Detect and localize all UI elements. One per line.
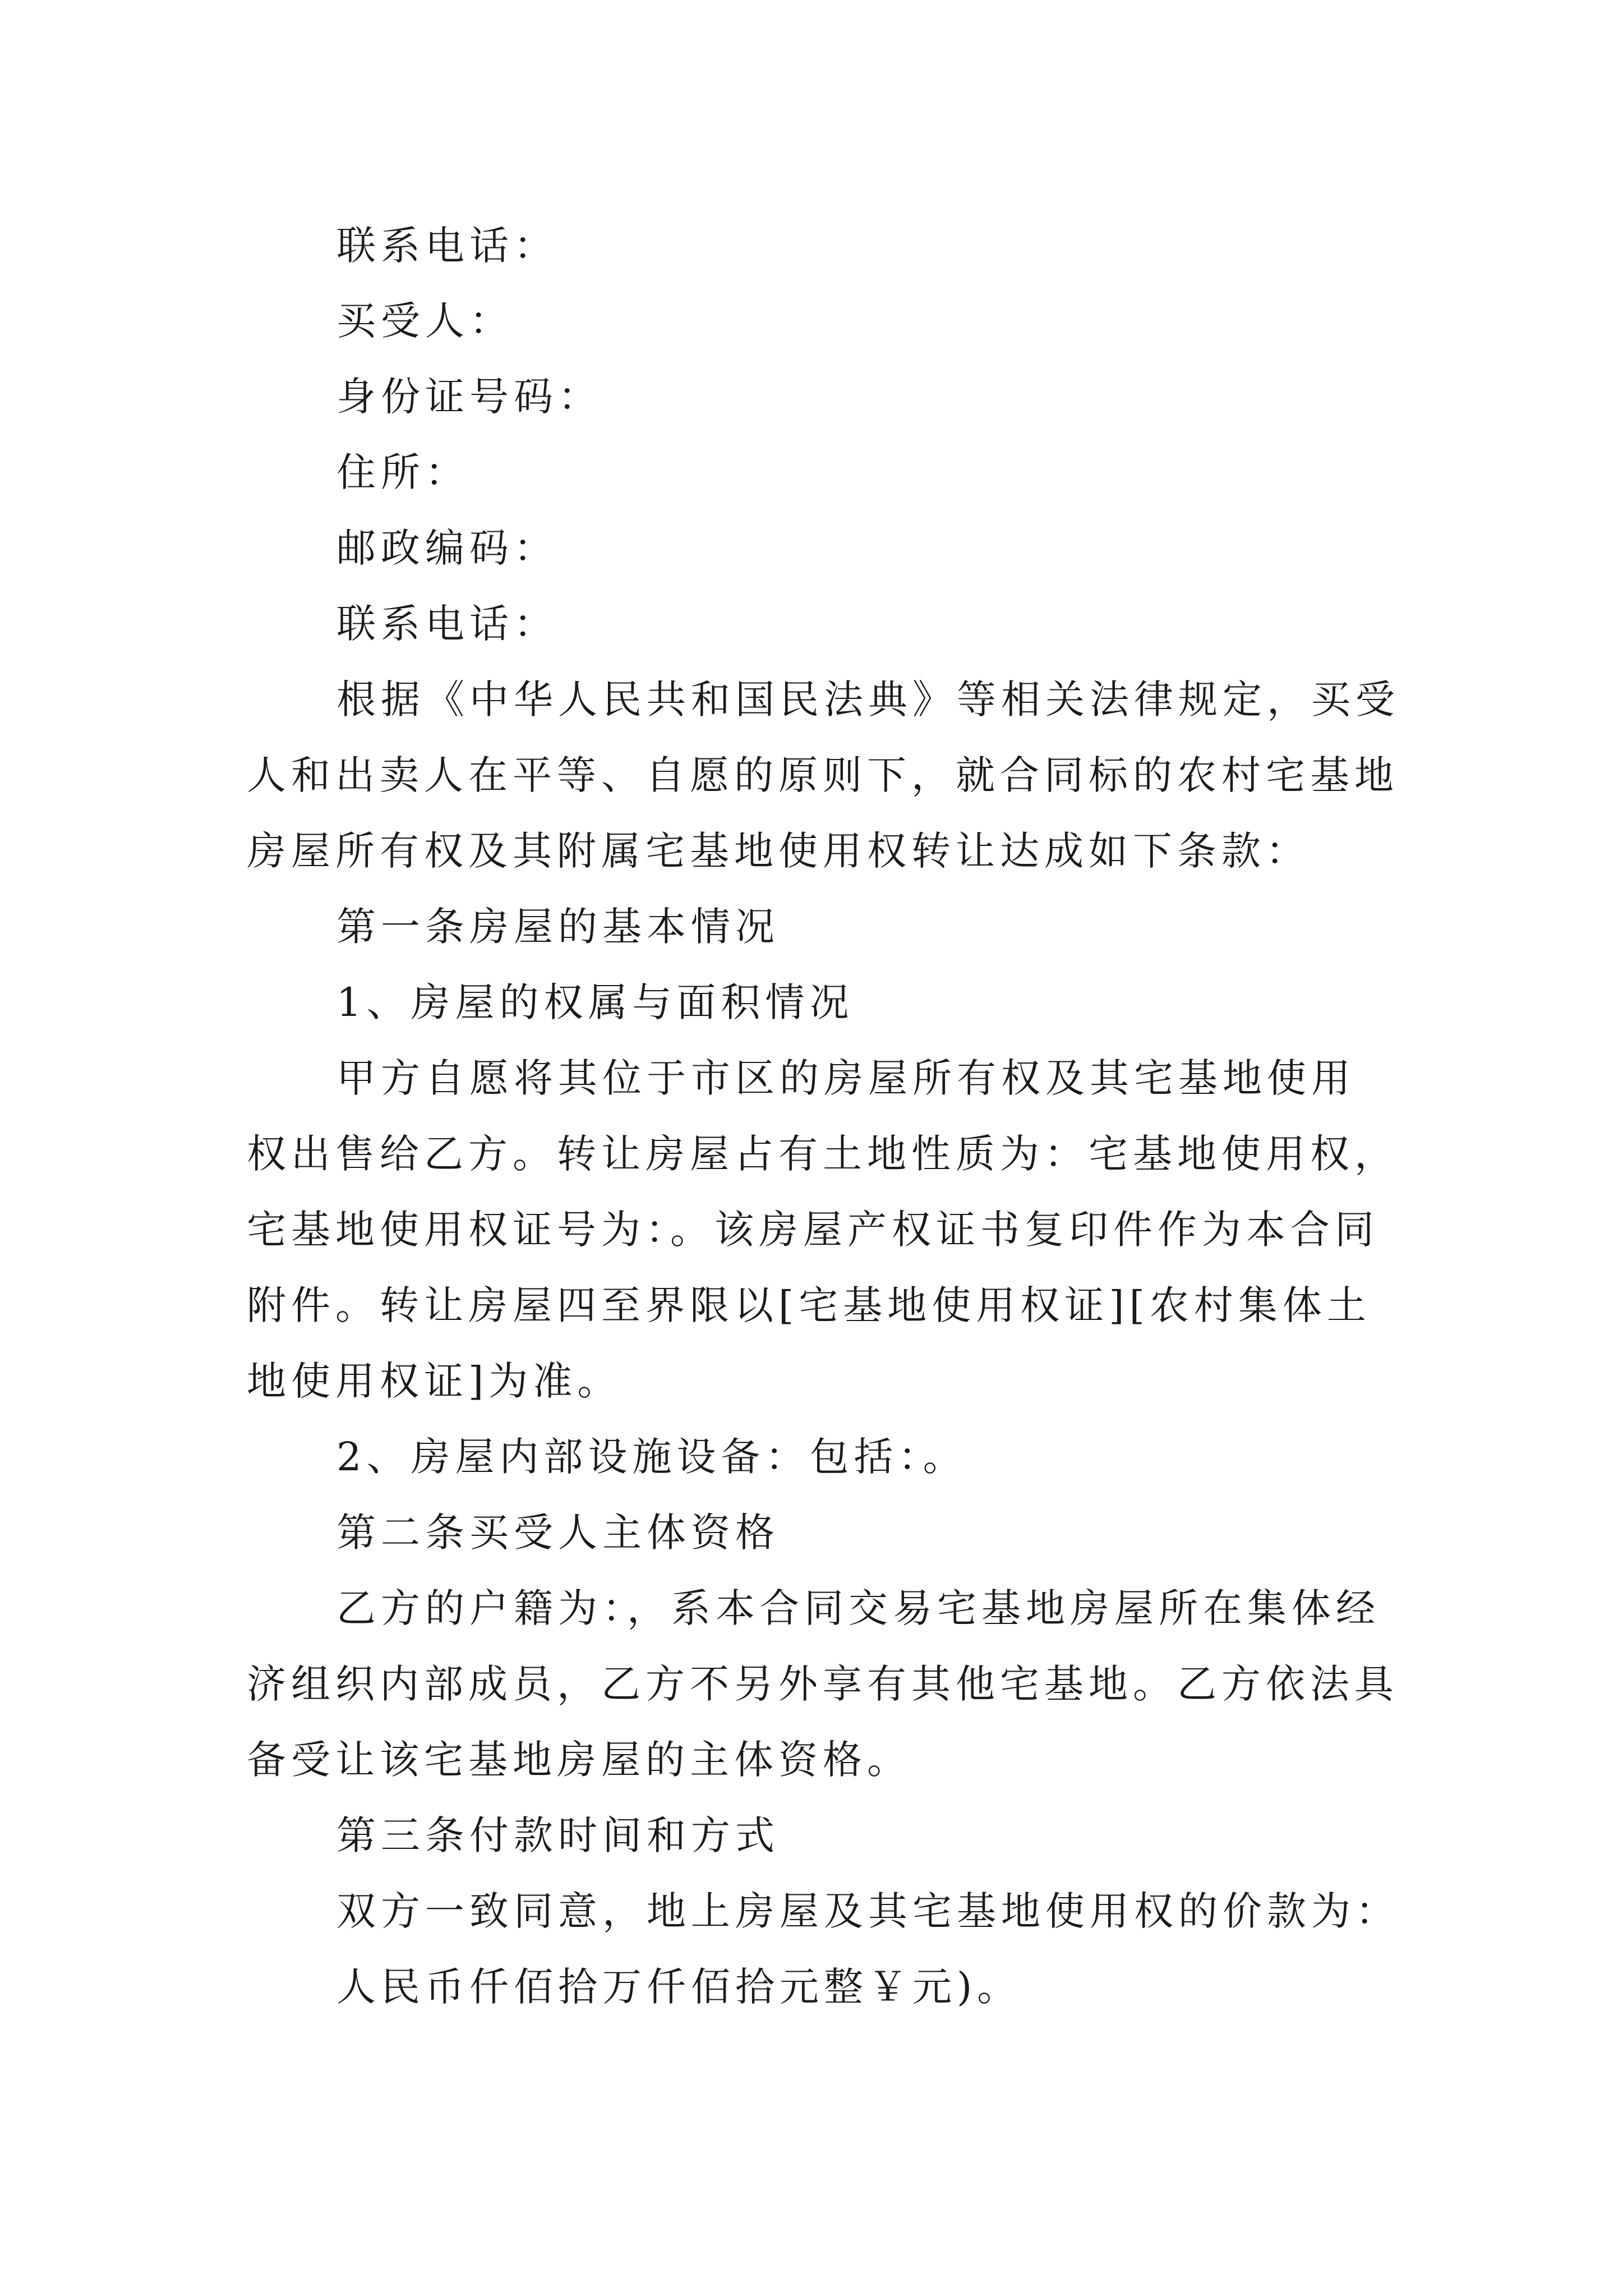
- article-3-paragraph-line: 双方一致同意，地上房屋及其宅基地使用权的价款为：: [336, 1888, 1400, 1934]
- article-3-paragraph-line: 人民币仟佰拾万仟佰拾元整￥元)。: [336, 1964, 1022, 2010]
- section-2-heading: 2、房屋内部设施设备：包括：。: [336, 1434, 967, 1480]
- article-1-heading: 第一条房屋的基本情况: [336, 904, 780, 950]
- article-2-paragraph-line: 济组织内部成员，乙方不另外享有其他宅基地。乙方依法具: [247, 1661, 1399, 1707]
- article-2-paragraph-line: 备受让该宅基地房屋的主体资格。: [247, 1737, 911, 1783]
- article-2-paragraph-line: 乙方的户籍为：，系本合同交易宅基地房屋所在集体经: [336, 1585, 1380, 1631]
- article-3-heading: 第三条付款时间和方式: [336, 1812, 780, 1858]
- article-1-paragraph-line: 宅基地使用权证号为：。该房屋产权证书复印件作为本合同: [247, 1207, 1379, 1253]
- section-1-heading: 1、房屋的权属与面积情况: [336, 979, 854, 1025]
- article-1-paragraph-line: 地使用权证]为准。: [247, 1358, 622, 1404]
- article-1-paragraph-line: 附件。转让房屋四至界限以[宅基地使用权证][农村集体土: [247, 1282, 1371, 1328]
- buyer-label: 买受人：: [336, 298, 514, 344]
- contact-phone-label: 联系电话：: [336, 223, 558, 269]
- postal-code-label: 邮政编码：: [336, 525, 558, 571]
- id-number-label: 身份证号码：: [336, 374, 602, 420]
- article-1-paragraph-line: 甲方自愿将其位于市区的房屋所有权及其宅基地使用: [336, 1055, 1355, 1101]
- article-1-paragraph-line: 权出售给乙方。转让房屋占有土地性质为：宅基地使用权，: [247, 1131, 1399, 1177]
- contact-phone-label-2: 联系电话：: [336, 601, 558, 647]
- article-2-heading: 第二条买受人主体资格: [336, 1510, 780, 1556]
- intro-paragraph-line: 人和出卖人在平等、自愿的原则下，就合同标的农村宅基地: [247, 752, 1399, 798]
- intro-paragraph-line: 房屋所有权及其附属宅基地使用权转让达成如下条款：: [247, 828, 1310, 874]
- intro-paragraph-line: 根据《中华人民共和国民法典》等相关法律规定，买受: [336, 677, 1400, 723]
- address-label: 住所：: [336, 449, 469, 495]
